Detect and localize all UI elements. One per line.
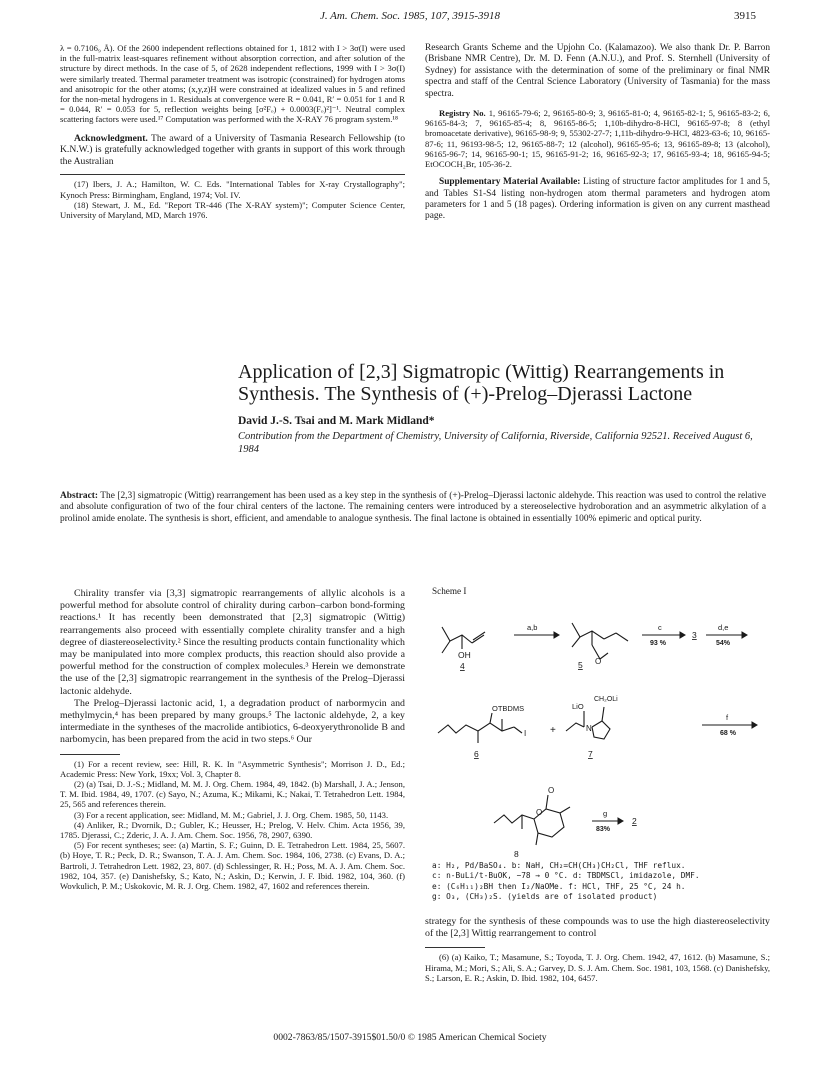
- footnote-5: (5) For recent syntheses; see: (a) Martin, S. F.; Guinn, D. E. Tetrahedron Lett. 1984, 25, 5607. (b) Hoye, T. R.; Peck, D. R.; Swanson, T. A. J. Am. Chem. Soc. 1984, 106, 2738. (c) Evans, D. A.; Bartroli, J. Tetrahedron Lett. 1982, 23, 807. (d) Schlessinger, R. H.; Poss, M. A. J. Am. Chem. Soc. 1982, 104, 357. (e) Danishefsky, S.; Kato, N.; Askin, D.; Kerwin, J. F. Ibid. 1982, 104, 360. (f) Wovkulich, P. M.; Uskokovic, M. R. J. Org. Chem. 1982, 47, 1602 and references therein.: [60, 840, 405, 892]
- arrow-g-yield: 83%: [596, 826, 611, 833]
- acknowledgment-paragraph: [60, 133, 405, 168]
- arrow-de-yield: 54%: [716, 640, 731, 647]
- page-footer: 0002-7863/85/1507-3915$01.50/0 © 1985 American Chemical Society: [273, 1032, 547, 1043]
- acknowledgment-heading: Acknowledgment.: [74, 132, 148, 144]
- compound-5-structure: [572, 623, 628, 659]
- arrow-g: [592, 818, 623, 824]
- footnote-2: (2) (a) Tsai, D. J.-S.; Midland, M. M. J. Org. Chem. 1984, 49, 1842. (b) Marshall, J. A.; Jenson, T. M. Ibid. 1984, 49, 1707. (c) Sayo, N.; Azuma, K.; Mikami, K.; Nakai, T. Tetrahedron Lett. 1984, 25, 565 and references therein.: [60, 779, 405, 810]
- experimental-paragraph: λ = 0.7106₉ Å). Of the 2600 independent reflections obtained for 1, 1812 with I > 3σ(I) were used in the full-matrix least-squares refinement without absorption correction, and after solution of the structure by direct methods. In the case of 5, of 2628 independent reflections, 1999 with I > 3σ(I) were similarly treated. Thermal parameter treatment was isotropic (constrained) for hydrogen atoms and anisotropic for the other atoms; (x,y,z)H were constrained at idealized values in 5 and refined for the non-metal hydrogens in 1. Residuals at convergence were R = 0.041, R′ = 0.051 for 1 and R = 0.044, R′ = 0.053 for 5, reflection weights being [σ²Fₒ) + 0.0003(Fₒ)²]⁻¹. Neutral complex scattering factors were used.¹⁷ Computation was performed with the X-RAY 76 program system.¹⁸: [60, 43, 405, 125]
- compound-5-label: 5: [578, 660, 583, 670]
- plus-sign: +: [550, 725, 556, 736]
- compound-6-structure: [438, 713, 522, 743]
- intro-paragraph-1: Chirality transfer via [3,3] sigmatropic rearrangements of allylic alcohols is a powerful method for absolute control of chirality during carbon–carbon bond-forming reactions.¹ It has recently been demonstrated that [2,3] sigmatropic (Wittig) rearrangements also proceed with essentially complete chirality transfer and a high degree of diastereoselectivity.² Since the resulting products contain functionality which may be manipulated into more complex products, this reaction should also provide a powerful method for the construction of complex molecules.³ Herein we demonstrate the use of the [2,3] sigmatropic rearrangement in the synthesis of the Prelog–Djerassi lactonic aldehyde.: [60, 588, 405, 697]
- footnote-rule: [60, 754, 120, 755]
- arrow-g-reagents: g: [603, 809, 608, 818]
- acknowledgment-text: The award of a University of Tasmania Research Fellowship (to K.N.W.) is gratefully acknowledged together with grants in support of this work through the Australian: [60, 132, 405, 167]
- ether-oxygen-label: O: [595, 657, 602, 666]
- footnote-3: (3) For a recent application, see: Midland, M. M.; Gabriel, J. J. Org. Chem. 1985, 50, 1143.: [74, 809, 389, 820]
- running-header: [0, 10, 820, 24]
- footnote-4: (4) Anliker, R.; Dvornik, D.; Gubler, K.; Heusser, H.; Prelog, V. Helv. Chim. Acta 1956, 39, 1785. Djerassi, C.; Zderic, J. A. J. Am. Chem. Soc. 1956, 78, 2907, 6390.: [60, 819, 405, 841]
- registry-paragraph: [425, 108, 770, 169]
- lactone-ring-oxygen-label: O: [536, 808, 543, 817]
- compound-8-label: 8: [514, 849, 519, 857]
- footnote-rule: [425, 947, 485, 948]
- hydroxyl-label: OH: [458, 650, 471, 660]
- scheme-i-diagram: [432, 587, 772, 857]
- registry-heading: Registry No.: [439, 108, 486, 119]
- compound-2-label: 2: [632, 816, 637, 826]
- supplementary-heading: Supplementary Material Available:: [439, 177, 581, 188]
- compound-8-structure: [494, 795, 570, 845]
- lithium-oxide-label: LiO: [572, 702, 584, 711]
- iodide-label: I: [524, 729, 527, 738]
- prev-article-left-column: [60, 43, 405, 220]
- intro-paragraph-2: The Prelog–Djerassi lactonic acid, 1, a degradation product of narbormycin and methylmycin,⁴ has been prepared by many groups.⁵ The lactonic aldehyde, 2, a key intermediate in the syntheses of the macrolide antibiotics, 6-deoxyerythronolide B and narbomycin, has been prepared from the acid in two steps.⁶ Our: [60, 697, 405, 746]
- compound-7-structure: [566, 707, 610, 739]
- arrow-c: [642, 632, 685, 638]
- compound-6-label: 6: [474, 749, 479, 759]
- arrow-de: [706, 632, 747, 638]
- footnote-18: (18) Stewart, J. M., Ed. "Report TR-446 (The X-RAY system)"; Computer Science Center, University of Maryland, MD, March 1976.: [60, 199, 405, 221]
- legend-line: a: H₂, Pd/BaSO₄. b: NaH, CH₂=CH(CH₃)CH₂Cl, THF reflux.: [432, 861, 686, 870]
- footnote-6: (6) (a) Kaiko, T.; Masamune, S.; Toyoda, T. J. Org. Chem. 1942, 47, 1612. (b) Masamune, S.; Hirama, M.; Mori, S.; Ali, S. A.; Garvey, D. S. J. Am. Chem. Soc. 1981, 103, 1568. (c) Danishefsky, S.; Larson, E. R.; Askin, D. Ibid. 1982, 104, 6457.: [425, 952, 771, 983]
- arrow-f-yield: 68 %: [720, 730, 736, 737]
- ch2oli-label: CH₂OLi: [594, 696, 618, 703]
- arrow-f: [702, 722, 757, 728]
- abstract: [60, 491, 766, 525]
- article-affiliation: Contribution from the Department of Chemistry, University of California, Riverside, California 92521. Received August 6, 1984: [238, 431, 753, 455]
- body-right-column: [425, 916, 770, 983]
- thanks-paragraph: Research Grants Scheme and the Upjohn Co. (Kalamazoo). We also thank Dr. P. Barron (Brisbane NMR Centre), Dr. M. D. Fenn (A.N.U.), and Prof. S. Sternhell (University of Sydney) for assistance with the determination of some of the preliminary or final NMR spectra and staff of the Central Science Laboratory (University of Tasmania) for the mass spectra.: [425, 43, 770, 99]
- supplementary-paragraph: [425, 177, 770, 223]
- arrow-ab: [514, 632, 559, 638]
- compound-4-label: 4: [460, 661, 465, 671]
- supplementary-text: Listing of structure factor amplitudes for 1 and 5, and Tables S1-S4 listing non-hydrogen atom thermal parameters and hydrogen atom parameters for 1 and 5 (18 pages). Ordering information is given on any current masthead page.: [425, 177, 770, 222]
- arrow-f-reagents: f: [726, 713, 729, 722]
- body-left-column: [60, 588, 405, 891]
- article-authors: David J.-S. Tsai and M. Mark Midland*: [238, 415, 435, 427]
- footnote-17: (17) Ibers, J. A.; Hamilton, W. C. Eds. "International Tables for X-ray Crystallography"; Kynoch Press: Birmingham, England, 1974; Vol. IV.: [60, 179, 405, 200]
- compound-3-label: 3: [692, 630, 697, 640]
- article-title: Application of [2,3] Sigmatropic (Wittig) Rearrangements in Synthesis. The Synthesis of (+)-Prelog–Djerassi Lactone: [238, 361, 725, 405]
- compound-7-label: 7: [588, 749, 593, 759]
- scheme-legend: [432, 861, 762, 903]
- arrow-de-reagents: d,e: [718, 623, 729, 632]
- footnote-rule: [60, 174, 405, 175]
- nitrogen-label: N: [586, 724, 592, 733]
- arrow-ab-reagents: a,b: [527, 623, 538, 632]
- abstract-text: The [2,3] sigmatropic (Wittig) rearrangement has been used as a key step in the synthesis of (+)-Prelog–Djerassi lactonic aldehyde. This reaction was used to control the relative and absolute configuration of two of the four chiral centers of the lactone. The remaining centers were introduced by a stereoselective hydroboration and an asymmetric alkylation of a prolinol amide enolate. The synthesis is short, efficient, and amendable to analogue synthesis. The final lactone is obtained in essentially 100% epimeric and optical purity.: [60, 491, 766, 524]
- footnote-1: (1) For a recent review, see: Hill, R. K. In "Asymmetric Synthesis"; Morrison J. D., Ed.; Academic Press: New York, 19xx; Vol. 3, Chapter 8.: [60, 758, 405, 779]
- strategy-paragraph: strategy for the synthesis of these compounds was to use the high diastereoselectivity of the [2,3] Wittig rearrangement to control: [425, 916, 770, 940]
- abstract-heading: Abstract:: [60, 491, 99, 501]
- scheme-label: Scheme I: [432, 586, 467, 596]
- legend-line: g: O₃, (CH₃)₂S. (yields are of isolated product): [432, 892, 658, 902]
- legend-line: c: n-BuLi/t-BuOK, −78 → 0 °C. d: TBDMSCl, imidazole, DMF.: [432, 871, 700, 881]
- page-number: 3915: [734, 10, 756, 22]
- legend-line: e: (C₆H₁₁)₂BH then I₂/NaOMe. f: HCl, THF, 25 °C, 24 h.: [432, 881, 686, 891]
- arrow-c-yield: 93 %: [650, 640, 666, 647]
- arrow-c-reagents: c: [658, 623, 662, 632]
- lactone-carbonyl-label: O: [548, 786, 555, 795]
- journal-citation: J. Am. Chem. Soc. 1985, 107, 3915-3918: [319, 10, 501, 22]
- otbdms-label: OTBDMS: [492, 704, 525, 713]
- registry-text: 1, 96165-79-6; 2, 96165-80-9; 3, 96165-81-0; 4, 96165-82-1; 5, 96165-83-2; 6, 96165-84-3; 7, 96165-85-4; 8, 96165-86-5; 1,10b-dihydro-8-HCl, 96165-97-8; 8 (ethyl bromoacetate derivative), 96165-98-9; 9, 55302-27-7; 1,11b-dihydro-9-HCl, 4823-63-6; 10, 96165-87-6; 11, 96193-98-5; 12, 96165-88-7; 12 (alcohol), 96165-95-6; 13, 96165-89-8; 13 (alcohol), 96165-96-7; 14, 96165-90-1; 15, 96165-91-2; 16, 96165-92-3; 17, 96165-93-4; 18, 96165-94-5; EtOCOCH₂Br, 105-36-2.: [425, 108, 770, 170]
- prev-article-right-column: [425, 43, 770, 223]
